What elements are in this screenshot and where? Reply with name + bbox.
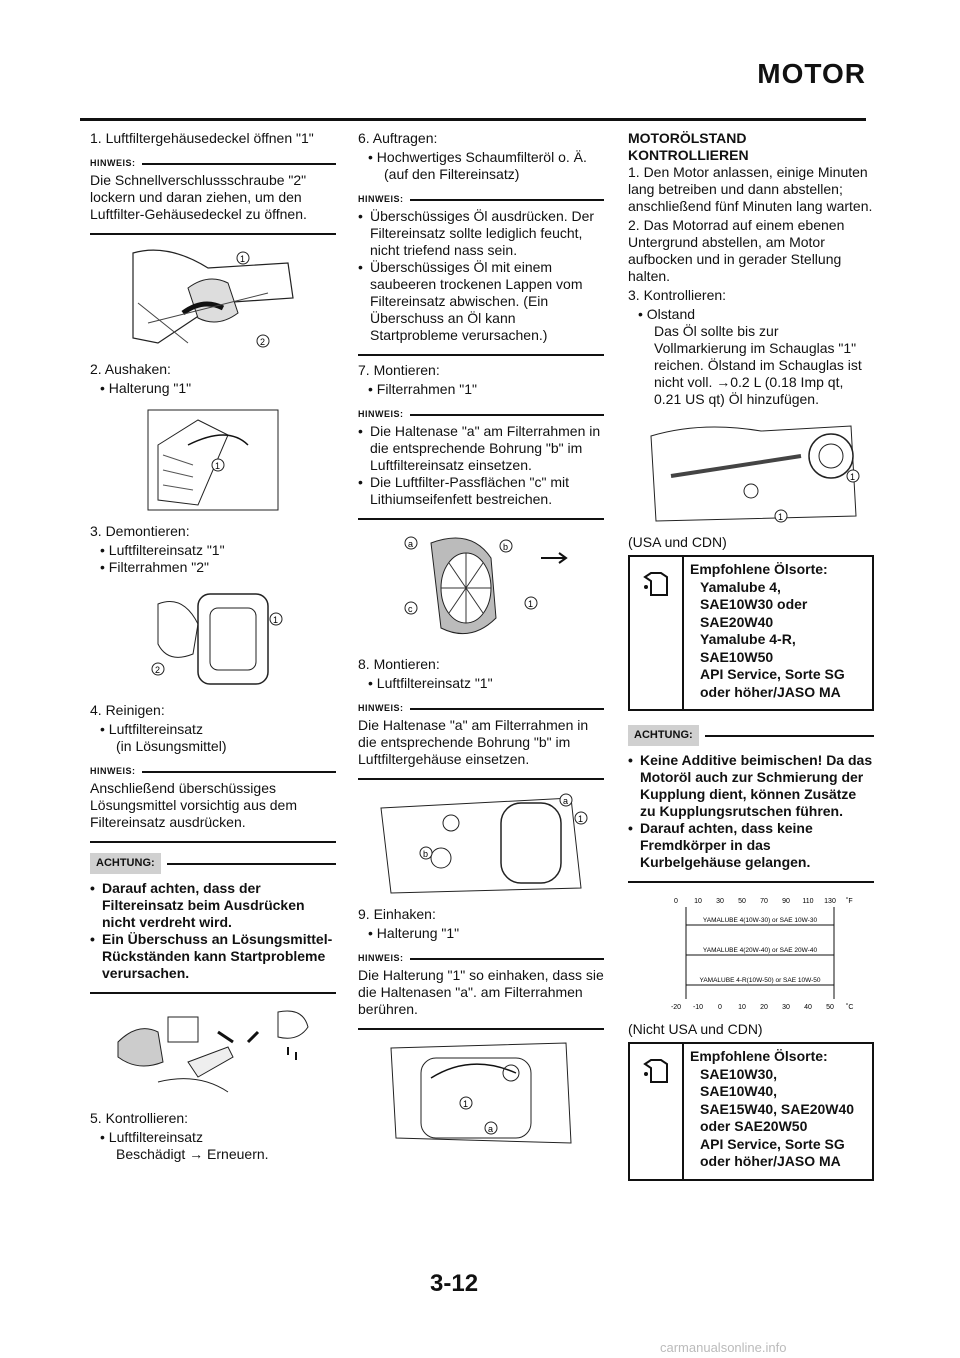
section-title: MOTOR <box>757 58 866 89</box>
svg-text:1: 1 <box>273 615 279 625</box>
c-tick: -20 <box>670 1004 682 1011</box>
c-tick: 20 <box>760 1004 768 1011</box>
warning-item: • Darauf achten, dass der Filtereinsatz beim Ausdrücken nicht verdreht wird. <box>90 880 305 930</box>
f-tick: 10 <box>694 898 702 905</box>
oil-can-icon <box>630 557 684 709</box>
note-item: • Überschüssiges Öl ausdrücken. Der Filtereinsatz sollte lediglich feucht, nicht triefend nass sein. <box>358 208 595 258</box>
figure-oil-sight-glass <box>641 416 861 526</box>
warning-header: ACHTUNG: <box>628 725 874 746</box>
column-3: MOTORÖLSTAND KONTROLLIEREN 1. Den Motor anlassen, einige Minuten lang betreiben und dann abstellen; anschließend fünf Minuten lang warten. 2. Das Motorrad auf einem ebenen Untergrund abstellen, am Motor aufbocken und in gerader Stellung halten. 3. Kontrollieren: • Olstand Das Öl sollte bis zur Vollmarkierung im Schauglas "1" reichen. Ölstand im Schauglas ist nicht voll. →0.2 L (0.18 Imp qt, 0.21 US qt) Öl hinzufügen. 1 1 (USA und CDN) Empfohlene Ölsorte: Yamalube 4, SAE10W30 oder SAE20W40 Yamalube 4-R, SAE10W50 API Service, Sorte SG oder höher/JASO MA ACHTUNG: • Keine Additive beimischen! Da das Motoröl auch zur Schmierung der Kupplung dient, können Zusätze zu Kupplungsrutschen führen. • Darauf achten, dass keine Fremdkörper in das Kurbelgehäuse gelangen. 0 10 30 50 70 90 110 130 ˚F -20 -10 0 10 20 30 40 50 ˚C YAMALUBE 4(10W-30) or SAE 10W-30 YAMALUBE 4(20W-40) or SAE 20W-40 YAMALUBE 4-R(10W-50) or SAE 10W-50 (Nicht USA und CDN) Empfohlene Ölsorte: SAE10W30, SAE10W40, SAE15W40, SAE20W40 oder SAE20W50 API Service, Sorte SG oder höher/JASO MA <box>628 130 874 1181</box>
warning-item: • Ein Überschuss an Lösungsmittel-Rückständen kann Startprobleme verursachen. <box>90 931 333 981</box>
c-tick: -10 <box>692 1004 704 1011</box>
svg-text:1: 1 <box>578 814 584 824</box>
oil-spec-box-non-usa: Empfohlene Ölsorte: SAE10W30, SAE10W40, SAE15W40, SAE20W40 oder SAE20W50 API Service, Sorte SG oder höher/JASO MA <box>628 1042 874 1181</box>
c-tick: 30 <box>782 1004 790 1011</box>
viscosity-label: YAMALUBE 4-R(10W-50) or SAE 10W-50 <box>699 977 821 984</box>
svg-text:1: 1 <box>850 472 856 482</box>
f-unit: ˚F <box>846 898 853 905</box>
figure-filter-removal <box>138 584 288 694</box>
c-tick: 40 <box>804 1004 812 1011</box>
svg-text:2: 2 <box>155 665 161 675</box>
svg-text:2: 2 <box>260 337 266 347</box>
svg-text:a: a <box>488 1124 494 1134</box>
page-header <box>80 58 866 88</box>
region-label-usa: (USA und CDN) <box>628 534 727 550</box>
warning-header: ACHTUNG: <box>90 853 336 874</box>
f-tick: 0 <box>674 898 678 905</box>
note-header: HINWEIS: <box>358 700 604 717</box>
note-header: HINWEIS: <box>358 406 604 423</box>
step-3: 3. Kontrollieren: <box>628 287 727 303</box>
viscosity-label: YAMALUBE 4(20W-40) or SAE 20W-40 <box>702 947 818 954</box>
f-tick: 90 <box>782 898 790 905</box>
step-1: 1. Luftfiltergehäusedeckel öffnen "1" <box>90 130 314 146</box>
note-text: Anschließend überschüssiges Lösungsmittel vorsichtig aus dem Filtereinsatz ausdrücken. <box>90 780 297 830</box>
warning-item: • Darauf achten, dass keine Fremdkörper in das Kurbelgehäuse gelangen. <box>628 820 813 870</box>
svg-text:a: a <box>408 539 414 549</box>
c-tick: 10 <box>738 1004 746 1011</box>
note-end-rule <box>90 233 336 235</box>
note-text: Die Schnellverschlussschraube "2" lockern und daran ziehen, um den Luftfilter-Gehäusedeckel zu öffnen. <box>90 172 307 222</box>
page-number: 3-12 <box>430 1270 479 1297</box>
column-2: 6. Auftragen: • Hochwertiges Schaumfilteröl o. Ä. (auf den Filtereinsatz) HINWEIS: • Überschüssiges Öl ausdrücken. Der Filtereinsatz sollte lediglich feucht, nicht triefend nass sein. • Überschüssiges Öl mit einem saubeeren trockenen Lappen vom Filtereinsatz abwischen. (Ein Überschuss an Öl kann Startprobleme verursachen.) 7. Montieren: • Filterrahmen "1" HINWEIS: • Die Haltenase "a" am Filterrahmen in die entsprechende Bohrung "b" im Luftfiltereinsatz einsetzen. • Die Luftfilter-Passflächen "c" mit Lithiumseifenfett bestreichen. a b c 1 8. Montieren: • Luftfiltereinsatz "1" HINWEIS: Die Haltenase "a" am Filterrahmen in die entsprechende Bohrung "b" im Luftfiltergehäuse einsetzen. a 1 b 9. Einhaken: • Halterung "1" HINWEIS: Die Halterung "1" so einhaken, dass sie die Haltenasen "a". am Filterrahmen berühren. 1 a <box>358 130 604 1156</box>
figure-holder-hook <box>381 1038 581 1148</box>
svg-text:b: b <box>503 542 509 552</box>
section-heading: MOTORÖLSTAND <box>628 130 747 146</box>
note-item: • Die Luftfilter-Passflächen "c" mit Lithiumseifenfett bestreichen. <box>358 474 570 507</box>
f-tick: 110 <box>802 898 814 905</box>
svg-text:1: 1 <box>463 1099 469 1109</box>
svg-text:a: a <box>563 796 569 806</box>
step-9: 9. Einhaken: <box>358 906 436 922</box>
region-label-non-usa: (Nicht USA und CDN) <box>628 1021 763 1037</box>
f-tick: 50 <box>738 898 746 905</box>
c-tick: 0 <box>718 1004 722 1011</box>
f-tick: 30 <box>716 898 724 905</box>
svg-text:1: 1 <box>240 254 246 264</box>
f-tick: 130 <box>824 898 836 905</box>
figure-filter-install <box>371 788 591 898</box>
note-text: Die Haltenase "a" am Filterrahmen in die entsprechende Bohrung "b" im Luftfiltergehäuse einsetzen. <box>358 717 589 767</box>
warning-item: • Keine Additive beimischen! Da das Motoröl auch zur Schmierung der Kupplung dient, können Zusätze zu Kupplungsrutschen führen. <box>628 752 873 819</box>
svg-text:c: c <box>408 604 413 614</box>
watermark: carmanualsonline.info <box>660 1340 787 1355</box>
step-2: 2. Aushaken: <box>90 361 171 377</box>
note-text: Die Halterung "1" so einhaken, dass sie die Haltenasen "a". am Filterrahmen berühren. <box>358 967 604 1017</box>
note-header: HINWEIS: <box>90 763 336 780</box>
svg-text:1: 1 <box>778 512 784 522</box>
viscosity-chart <box>646 893 856 1013</box>
step-1: 1. Den Motor anlassen, einige Minuten lang betreiben und dann abstellen; anschließend fünf Minuten lang warten. <box>628 164 873 214</box>
oil-spec-box-usa: Empfohlene Ölsorte: Yamalube 4, SAE10W30 oder SAE20W40 Yamalube 4-R, SAE10W50 API Service, Sorte SG oder höher/JASO MA <box>628 555 874 711</box>
step-5: 5. Kontrollieren: <box>90 1110 189 1126</box>
figure-holder <box>138 405 288 515</box>
note-header: HINWEIS: <box>90 155 336 172</box>
step-8: 8. Montieren: <box>358 656 440 672</box>
step-7: 7. Montieren: <box>358 362 440 378</box>
note-item: • Die Haltenase "a" am Filterrahmen in die entsprechende Bohrung "b" im Luftfiltereinsatz einsetzen. <box>358 423 601 473</box>
note-header: HINWEIS: <box>358 950 604 967</box>
header-rule <box>80 118 866 121</box>
c-tick: 50 <box>826 1004 834 1011</box>
note-item: • Überschüssiges Öl mit einem saubeeren trockenen Lappen vom Filtereinsatz abwischen. (Ein Überschuss an Öl kann Startprobleme verursachen.) <box>358 259 583 343</box>
column-1: 1. Luftfiltergehäusedeckel öffnen "1" HINWEIS: Die Schnellverschlussschraube "2" lockern und daran ziehen, um den Luftfilter-Gehäusedeckel zu öffnen. 1 2 2. Aushaken: • Halterung "1" 1 3. Demontieren: • Luftfiltereinsatz "1" • Filterrahmen "2" 1 2 4. Reinigen: • Luftfiltereinsatz (in Lösungsmittel) HINWEIS: Anschließend überschüssiges Lösungsmittel vorsichtig aus dem Filtereinsatz ausdrücken. ACHTUNG: • Darauf achten, dass der Filtereinsatz beim Ausdrücken nicht verdreht wird. • Ein Überschuss an Lösungsmittel-Rückständen kann Startprobleme verursachen. 5. Kontrollieren: • Luftfiltereinsatz Beschädigt → Erneuern. <box>90 130 336 1163</box>
figure-airbox-cover <box>128 243 298 353</box>
figure-cleaning <box>108 1002 318 1102</box>
c-unit: ˚C <box>846 1004 854 1011</box>
f-tick: 70 <box>760 898 768 905</box>
viscosity-label: YAMALUBE 4(10W-30) or SAE 10W-30 <box>702 917 818 924</box>
note-header: HINWEIS: <box>358 191 604 208</box>
svg-text:1: 1 <box>215 461 221 471</box>
step-4: 4. Reinigen: <box>90 702 165 718</box>
oil-can-icon <box>630 1044 684 1179</box>
svg-text:1: 1 <box>528 599 534 609</box>
step-3: 3. Demontieren: <box>90 523 190 539</box>
step-6: 6. Auftragen: <box>358 130 438 146</box>
figure-filter-frame <box>391 528 571 648</box>
svg-text:b: b <box>423 849 429 859</box>
step-2: 2. Das Motorrad auf einem ebenen Untergrund abstellen, am Motor aufbocken und in gerader Stellung halten. <box>628 217 845 284</box>
